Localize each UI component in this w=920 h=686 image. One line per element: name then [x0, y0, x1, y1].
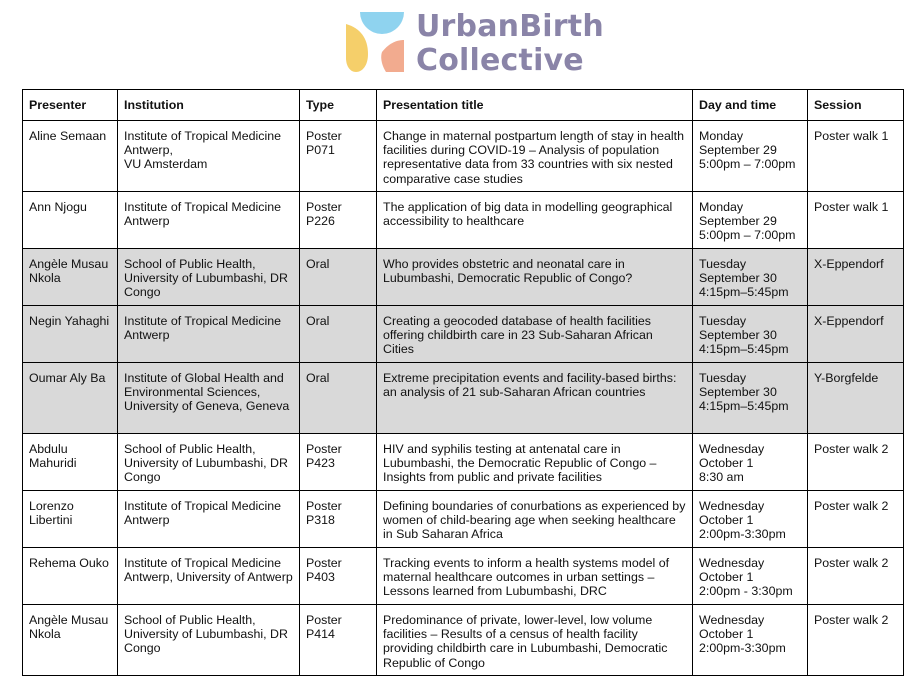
table-row [23, 249, 904, 306]
cell-presenter [23, 249, 118, 306]
time-text: Wednesday October 1 8:30 am [699, 442, 765, 485]
logo-wordmark [416, 10, 604, 78]
cell-time [693, 548, 808, 605]
cell-institution [118, 548, 300, 605]
table-row [23, 306, 904, 363]
cell-session [808, 434, 904, 491]
title-text: The application of big data in modelling geographical accessibility to healthcare [383, 200, 673, 229]
session-text: Poster walk 1 [814, 200, 889, 214]
cell-session [808, 249, 904, 306]
cell-institution [118, 192, 300, 249]
time-text: Wednesday October 1 2:00pm-3:30pm [699, 499, 786, 542]
cell-title [377, 249, 693, 306]
cell-institution [118, 491, 300, 548]
institution-text: School of Public Health, University of Lubumbashi, DR Congo [124, 257, 288, 300]
cell-presenter [23, 192, 118, 249]
logo-line-2: Collective [416, 43, 584, 78]
presenter-text: Negin Yahaghi [29, 314, 110, 328]
cell-presenter [23, 605, 118, 676]
header-institution: Institution [118, 90, 300, 121]
table-row [23, 363, 904, 434]
institution-text: Institute of Tropical Medicine Antwerp, VU Amsterdam [124, 129, 282, 172]
cell-institution [118, 363, 300, 434]
presenter-text: Rehema Ouko [29, 556, 109, 570]
presenter-text: Ann Njogu [29, 200, 87, 214]
cell-institution [118, 434, 300, 491]
cell-time [693, 249, 808, 306]
session-text: X-Eppendorf [814, 257, 884, 271]
institution-text: Institute of Global Health and Environmental Sciences, University of Geneva, Geneva [124, 371, 290, 414]
time-text: Tuesday September 30 4:15pm–5:45pm [699, 314, 789, 357]
cell-title [377, 491, 693, 548]
urbanbirth-logo [342, 8, 604, 78]
table-row [23, 192, 904, 249]
type-text: Poster P226 [306, 200, 342, 229]
cell-title [377, 605, 693, 676]
cell-type [300, 548, 377, 605]
cell-time [693, 192, 808, 249]
table-row [23, 121, 904, 192]
session-text: Y-Borgfelde [814, 371, 879, 385]
type-text: Poster P318 [306, 499, 342, 528]
cell-presenter [23, 121, 118, 192]
cell-presenter [23, 363, 118, 434]
cell-institution [118, 121, 300, 192]
cell-title [377, 192, 693, 249]
time-text: Tuesday September 30 4:15pm–5:45pm [699, 371, 789, 414]
cell-title [377, 363, 693, 434]
type-text: Poster P423 [306, 442, 342, 471]
cell-session [808, 491, 904, 548]
header-session: Session [808, 90, 904, 121]
cell-time [693, 121, 808, 192]
cell-institution [118, 306, 300, 363]
cell-presenter [23, 306, 118, 363]
institution-text: Institute of Tropical Medicine Antwerp [124, 314, 282, 343]
table-row [23, 491, 904, 548]
type-text: Poster P071 [306, 129, 342, 158]
cell-type [300, 491, 377, 548]
cell-session [808, 192, 904, 249]
cell-presenter [23, 548, 118, 605]
header-presenter: Presenter [23, 90, 118, 121]
cell-title [377, 121, 693, 192]
cell-session [808, 121, 904, 192]
institution-text: Institute of Tropical Medicine Antwerp [124, 499, 282, 528]
presenter-text: Abdulu Mahuridi [29, 442, 77, 471]
type-text: Oral [306, 371, 330, 385]
type-text: Oral [306, 314, 330, 328]
title-text: Tracking events to inform a health systems model of maternal healthcare outcomes in urban settings – Lessons learned from Lubumbashi, DRC [383, 556, 670, 599]
title-text: Who provides obstetric and neonatal care in Lubumbashi, Democratic Republic of Congo? [383, 257, 633, 286]
time-text: Tuesday September 30 4:15pm–5:45pm [699, 257, 789, 300]
header-type: Type [300, 90, 377, 121]
cell-type [300, 249, 377, 306]
time-text: Wednesday October 1 2:00pm-3:30pm [699, 613, 786, 656]
cell-session [808, 605, 904, 676]
title-text: Defining boundaries of conurbations as experienced by women of child-bearing age when seeking healthcare in Sub Saharan Africa [383, 499, 686, 542]
institution-text: School of Public Health, University of Lubumbashi, DR Congo [124, 442, 288, 485]
time-text: Wednesday October 1 2:00pm - 3:30pm [699, 556, 793, 599]
cell-type [300, 434, 377, 491]
institution-text: School of Public Health, University of Lubumbashi, DR Congo [124, 613, 288, 656]
session-text: Poster walk 2 [814, 499, 889, 513]
cell-presenter [23, 491, 118, 548]
type-text: Poster P403 [306, 556, 342, 585]
cell-type [300, 192, 377, 249]
cell-title [377, 306, 693, 363]
logo-line-1: UrbanBirth [416, 9, 604, 44]
header-day-time: Day and time [693, 90, 808, 121]
cell-title [377, 434, 693, 491]
cell-type [300, 121, 377, 192]
table-row [23, 434, 904, 491]
cell-time [693, 605, 808, 676]
cell-presenter [23, 434, 118, 491]
presenter-text: Lorenzo Libertini [29, 499, 74, 528]
session-text: Poster walk 2 [814, 556, 889, 570]
session-text: X-Eppendorf [814, 314, 884, 328]
logo-mark-icon [342, 8, 408, 74]
type-text: Poster P414 [306, 613, 342, 642]
type-text: Oral [306, 257, 330, 271]
title-text: HIV and syphilis testing at antenatal care in Lubumbashi, the Democratic Republic of Congo – Insights from public and private facilities [383, 442, 657, 485]
session-text: Poster walk 1 [814, 129, 889, 143]
presenter-text: Oumar Aly Ba [29, 371, 106, 385]
table-row [23, 605, 904, 676]
cell-institution [118, 249, 300, 306]
presentations-table [22, 89, 904, 676]
title-text: Creating a geocoded database of health facilities offering childbirth care in 23 Sub-Saharan African Cities [383, 314, 653, 357]
cell-time [693, 363, 808, 434]
session-text: Poster walk 2 [814, 613, 889, 627]
cell-session [808, 548, 904, 605]
table-header-row [23, 90, 904, 121]
cell-time [693, 491, 808, 548]
cell-session [808, 363, 904, 434]
title-text: Extreme precipitation events and facility-based births: an analysis of 21 sub-Saharan African countries [383, 371, 677, 400]
header-title: Presentation title [377, 90, 693, 121]
institution-text: Institute of Tropical Medicine Antwerp, University of Antwerp [124, 556, 293, 585]
title-text: Change in maternal postpartum length of stay in health facilities during COVID-19 – Analysis of population representative data from 33 countries with six nested comparative case studies [383, 129, 684, 186]
presenter-text: Angèle Musau Nkola [29, 257, 109, 286]
cell-institution [118, 605, 300, 676]
title-text: Predominance of private, lower-level, low volume facilities – Results of a census of health facility providing childbirth care in Lubumbashi, Democratic Republic of Congo [383, 613, 668, 670]
cell-type [300, 605, 377, 676]
table-row [23, 548, 904, 605]
institution-text: Institute of Tropical Medicine Antwerp [124, 200, 282, 229]
cell-title [377, 548, 693, 605]
presenter-text: Angèle Musau Nkola [29, 613, 109, 642]
time-text: Monday September 29 5:00pm – 7:00pm [699, 200, 796, 243]
time-text: Monday September 29 5:00pm – 7:00pm [699, 129, 796, 172]
presenter-text: Aline Semaan [29, 129, 107, 143]
cell-type [300, 306, 377, 363]
cell-type [300, 363, 377, 434]
cell-time [693, 434, 808, 491]
cell-session [808, 306, 904, 363]
cell-time [693, 306, 808, 363]
session-text: Poster walk 2 [814, 442, 889, 456]
